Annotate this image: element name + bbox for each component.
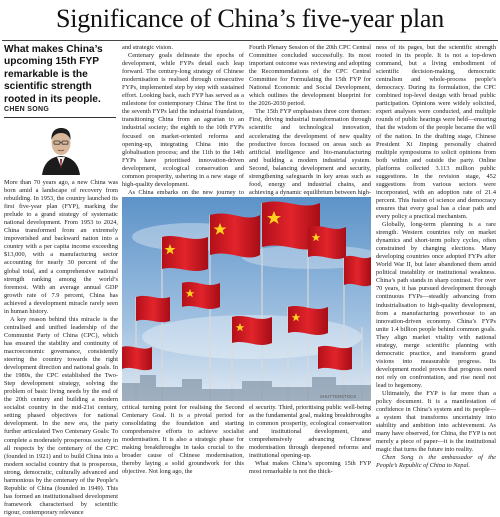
- paragraph: More than 70 years ago, a new China was born amid a landscape of recovery from rebuilding. In 1953, the country launched its first five-year plan (FYP), marking the prelude to a grand strategy of systematic national development. From 1953 to 2024, China transformed from an extremely impoverished and backward nation into a country with a per capita income exceeding $13,000, with a manufacturing sector accounting for nearly 30 percent of the global total, and a comprehensive national strength ranking among the world’s foremost. With an average annual GDP growth rate of 7.9 percent, China has achieved a development miracle rarely seen in human history.: [4, 179, 118, 315]
- paragraph: Fourth Plenary Session of the 20th CPC Central Committee concluded successfully. Its most important outcome was reviewing and adopting the Recommendations of the CPC Central Committee for Formulating the 15th FYP for National Economic and Social Development, which outlines the development blueprint for the 2026-2030 period.: [249, 44, 371, 108]
- article-column-3: [249, 44, 371, 194]
- paragraph: A key reason behind this miracle is the centralised and unified leadership of the Communist Party of China (CPC), which has ensured the stability and continuity of macroeconomic governance, consistently steering the country towards the right development direction and national goals. In the 1980s, the CPC established the Two-Step development strategy, solving the problem of basic living needs by the end of the 20th century and building a modern socialist country in the mid-21st century, setting phased objectives for national development. In the new era, the party further articulated Two Centenary Goals: To complete a moderately prosperous society in all respects by the centenary of the CPC (founded in 1921) and to build China into a modern socialist country that is prosperous, strong, democratic, culturally advanced and harmonious by the centenary of the People’s Republic of China (founded in 1949). This has formed an institutionalised development framework characterised by scientific rigour, contemporary relevance: [4, 315, 118, 516]
- paragraph: Centenary goals delineate the epochs of development, while FYPs detail each leap forward. The century-long strategy of Chinese modernisation is realised through consecutive FYPs, implemented step by step with sustained effort. Looking back, each FYP has served as a milestone for contemporary China: The first to the seventh FYPs laid the industrial foundation, transitioning China from an agrarian to an industrial society; the eighth to the 10th FYPs focused on market-oriented reforms and opening-up, integrating China into the globalisation process; and the 11th to the 14th FYPs have prioritised innovation-driven development, ecological conservation and common prosperity, ushering in a new stage of high-quality development.: [122, 52, 244, 188]
- author-portrait: [38, 121, 84, 175]
- article-column-3-continued: [249, 404, 371, 484]
- paragraph: Globally, long-term planning is a rare strength. Western countries rely on market dynamics and short-term policy cycles, often constrained by changing elections. Many developing countries once adopted FYPs after World War II, but later abandoned them amid political instability or institutional weakness. China’s path stands in sharp contrast. For over 70 years, it has pursued development through continuous FYPs—steadily advancing from industrialisation to high-quality development, from a manufacturing powerhouse to an innovation-driven economy. China’s FYPs unite 1.4 billion people behind common goals. They align market vitality with national strategy, merge scientific planning with democratic practice, and transform grand visions into measurable progress. Its development model proves that progress need not rely on confrontation, and rise need not lead to hegemony.: [376, 221, 496, 389]
- byline-rule: [4, 117, 116, 118]
- paragraph: What makes China’s upcoming 15th FYP most remarkable is not the thick-: [249, 460, 371, 476]
- paragraph: As China embarks on the new journey to: [128, 188, 244, 196]
- article-column-2: [122, 44, 244, 194]
- article-headline: Significance of China’s five-year plan: [55, 4, 445, 33]
- paragraph: ness of its pages, but the scientific strength rooted in its people. It is not a top-down command, but a living embodiment of scientific decision-making, democratic centralism and whole-process people’s democracy. During its formulation, the CPC combined top-level design with broad public participation. Opinions were widely solicited, expert analyses were conducted, and multiple rounds of public hearings were held—ensuring that the wisdom of the people became the will of the nation. In the drafting stage, Chinese President Xi Jinping personally chaired multiple symposiums to solicit opinions from both within and outside the party. Online platforms collected 3.113 million public suggestions. In the revision stage, 452 suggestions from various sectors were incorporated, with an adoption rate of 21.4 percent. This fusion of science and democracy ensures that every goal has a clear path and every policy a practical mechanism.: [376, 44, 496, 220]
- article-column-2-continued: [122, 404, 244, 484]
- article-column-1: [4, 179, 118, 516]
- article-column-4: [376, 44, 496, 483]
- author-signature: Chen Song is the ambassador of the People’s Republic of China to Nepal.: [376, 454, 496, 470]
- paragraph: and strategic vision.: [122, 44, 173, 51]
- author-byline: CHEN SONG: [4, 106, 50, 113]
- article-deck: What makes China’s upcoming 15th FYP remarkable is the scientific strength rooted in its people.: [4, 44, 103, 105]
- photo-credit: SHUTTERSTOCK: [320, 394, 357, 399]
- paragraph: Ultimately, the FYP is far more than a policy document. It is a manifestation of confidence in China’s system and its people—a system that transforms uncertainty into stability and ambition into achievement. As many have observed, for China, the FYP is not merely a piece of paper—it is the institutional magic that turns the future into reality.: [376, 390, 496, 454]
- headline-rule: [2, 40, 498, 41]
- paragraph: el security. Third, prioritising public well-being as the fundamental goal, making breakthroughs in common prosperity, ecological conservation and institutional development, and comprehensively advancing Chinese modernisation through deepened reforms and institutional opening-up.: [249, 404, 371, 460]
- paragraph: The 15th FYP emphasises three core themes: First, driving industrial transformation through scientific and technological innovation, accelerating the development of new quality productive forces focused on areas such as artificial intelligence and bio-manufacturing and building a modern industrial system. Second, balancing development and security, strengthening safeguards in key areas such as food, energy and industrial chains, and achieving a dynamic equilibrium between high-: [249, 108, 371, 196]
- paragraph: critical turning point for realising the Second Centenary Goal. It is a pivotal period for consolidating the foundation and starting comprehensive efforts to achieve socialist modernisation. It is also a strategic phase for making breakthroughs in tasks crucial to the broader cause of Chinese modernisation, thereby laying a solid groundwork for this objective. Not long ago, the: [122, 404, 244, 476]
- china-flags-photo: [122, 197, 371, 401]
